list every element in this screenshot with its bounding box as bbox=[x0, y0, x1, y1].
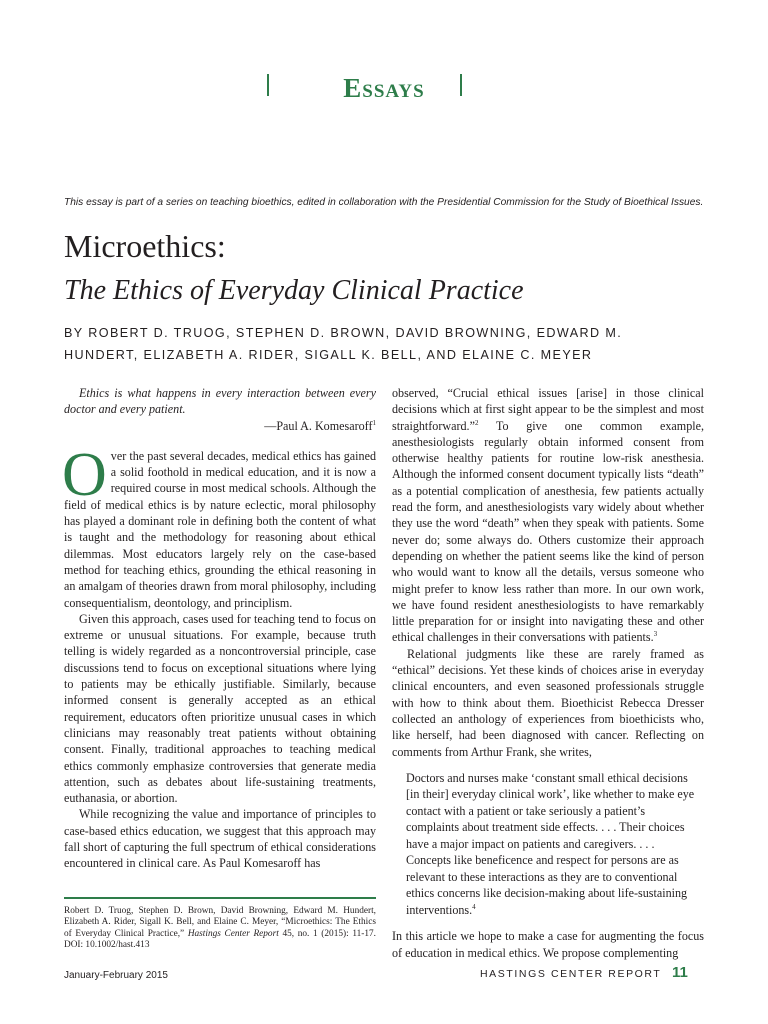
note-ref-3: 3 bbox=[653, 630, 658, 639]
epigraph-author: —Paul A. Komesaroff bbox=[264, 418, 373, 433]
paragraph-observed-text-b: To give one common example, anesthesiologists regularly obtain informed consent from otherwise healthy patients for routine low-risk anesthesia. Although the informed consent document typically lists “death” as a potential complication of anesthesia, few patients actually read the form, and anesthesiologists vary widely about whether they use the word “death” when they speak with patients. Some never do; some always do. Others customize their approach depending on whether the patient seems like the kind of person who would want to know all the details, versus someone who might prefer to know less rather than more. In our own work, we have found resident anesthesiologists to have remarkably little preparation for or insight into navigating these and other ethical challenges in their conversations with patients. bbox=[392, 418, 704, 645]
series-note: This essay is part of a series on teaching bioethics, edited in collaboration with the Presidential Commission for the Study of Bioethical Issues. bbox=[64, 197, 704, 208]
paragraph-observed bbox=[392, 385, 704, 646]
section-header bbox=[0, 74, 768, 102]
byline-line-2: HUNDERT, ELIZABETH A. RIDER, SIGALL K. BELL, AND ELAINE C. MEYER bbox=[64, 348, 593, 362]
section-title: Essays bbox=[343, 73, 425, 103]
note-ref-4: 4 bbox=[472, 902, 476, 911]
page-number: 11 bbox=[672, 964, 688, 981]
paragraph-relational: Relational judgments like these are rarely framed as “ethical” decisions. Yet these kinds of choices arise in everyday clinical encounters, and even seasoned professionals struggle with how to think about them. Bioethicist Rebecca Dresser collected an anthology of experiences from bioethicists who, like herself, had been diagnosed with cancer. Reflecting on comments from Arthur Frank, she writes, bbox=[392, 646, 704, 759]
header-rule-right bbox=[460, 74, 462, 96]
paragraph-observed-text-a: observed, “Crucial ethical issues [arise] in those clinical decisions which at first sight appear to be the simplest and most straightforward.” bbox=[392, 386, 704, 433]
citation-footnote bbox=[64, 906, 376, 952]
paragraph-intro-text: ver the past several decades, medical ethics has gained a solid foothold in medical education, and it is now a required course in most medical schools. Although the field of medical ethics is by nature eclectic, moral philosophy has played a dominant role in defining both the content of what is taught and the methodology for reasoning about ethical dilemmas. Most educators largely rely on the case-based method for teaching ethics, grounding the ethical reasoning in an amalgam of theories drawn from moral philosophy, including consequentialism, deontology, and principlism. bbox=[64, 448, 376, 610]
epigraph-note-ref: 1 bbox=[372, 418, 376, 427]
drop-cap: O bbox=[62, 440, 107, 509]
issue-date: January-February 2015 bbox=[64, 970, 168, 981]
right-column bbox=[392, 385, 704, 961]
paragraph-recognizing: While recognizing the value and importance of principles to case-based ethics education, we suggest that this approach may fall short of capturing the full spectrum of ethical considerations encountered in clinical care. As Paul Komesaroff has bbox=[64, 807, 376, 871]
citation-details: 45, no. 1 (2015): 11-17. DOI: 10.1002/hast.413 bbox=[64, 928, 376, 951]
citation-authors: Robert D. Truog, Stephen D. Brown, David Browning, Edward M. Hundert, Elizabeth A. Rider, Sigall K. Bell, and Elaine C. Meyer, “Microethics: The Ethics of Everyday Clinical Practice,” bbox=[64, 906, 376, 939]
citation-journal: Hastings Center Report bbox=[187, 928, 279, 939]
article-title: Microethics: bbox=[64, 228, 226, 264]
left-column bbox=[64, 385, 376, 872]
epigraph-attribution bbox=[64, 418, 376, 434]
byline-line-1: BY ROBERT D. TRUOG, STEPHEN D. BROWN, DAVID BROWNING, EDWARD M. bbox=[64, 326, 623, 340]
epigraph-text: Ethics is what happens in every interaction between every doctor and every patient. bbox=[64, 386, 376, 417]
journal-name: HASTINGS CENTER REPORT bbox=[480, 968, 662, 980]
article-subtitle: The Ethics of Everyday Clinical Practice bbox=[64, 275, 524, 306]
block-quote bbox=[406, 770, 696, 919]
note-ref-2: 2 bbox=[474, 418, 479, 427]
footnote-divider bbox=[64, 897, 376, 899]
paragraph-approach: Given this approach, cases used for teaching tend to focus on extreme or unusual situations. For example, because truth telling is widely regarded as a noncontroversial principle, case discussions tend to focus on exceptional situations where lying to patients may be ethically justifiable. Similarly, because informed consent is generally accepted as an ethical requirement, educators often prioritize unusual cases in which clinicians may reasonably treat patients without obtaining consent. Finally, traditional approaches to teaching medical ethics commonly emphasize controversies that generate media attention, such as debates about life-sustaining treatments, euthanasia, or abortion. bbox=[64, 611, 376, 806]
byline bbox=[64, 322, 724, 366]
block-quote-text: Doctors and nurses make ‘constant small ethical decisions [in their] everyday clinical work’, like whether to make eye contact with a patient or take seriously a patient’s complaints about treatment side effects. . . . Their choices have a major impact on patients and caregivers. . . . Concepts like beneficence and respect for persons are as relevant to these interactions as they are to conventional ethics concerns like decision-making about life-sustaining interventions. bbox=[406, 770, 695, 917]
paragraph-intro bbox=[62, 440, 376, 611]
paragraph-in-this-article: In this article we hope to make a case for augmenting the focus of education in medical ethics. We propose complementing bbox=[392, 929, 704, 960]
